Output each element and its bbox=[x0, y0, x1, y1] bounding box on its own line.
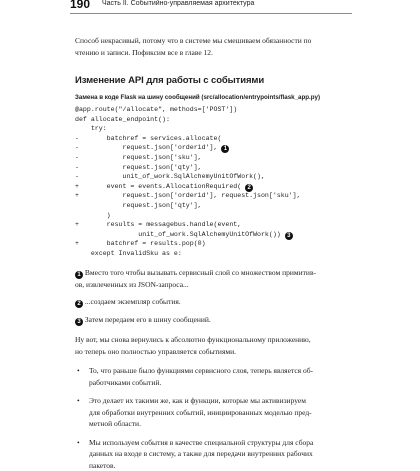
page-number: 190 bbox=[70, 0, 90, 11]
code-listing bbox=[75, 105, 353, 259]
code-line: + batchref = results.pop(0) bbox=[75, 239, 353, 249]
code-line: - request.json['sku'], bbox=[75, 153, 353, 163]
callout-1-icon: 1 bbox=[221, 145, 229, 153]
bullet-list bbox=[75, 365, 353, 471]
code-line: except InvalidSku as e: bbox=[75, 249, 353, 259]
code-line: - batchref = services.allocate( bbox=[75, 134, 353, 144]
code-line: + results = messagebus.handle(event, bbox=[75, 220, 353, 230]
bullet-icon: • bbox=[77, 395, 80, 407]
body-paragraph: Ну вот, мы снова вернулись к абсолютно функциональному приложению, но теперь оно полностью управляется событиями. bbox=[75, 334, 353, 357]
bullet-item: • Это делает их такими же, как и функции, которые мы активизируем для обработки внутренних событий, инициированных моделью пред- метной области. bbox=[75, 395, 353, 430]
running-header bbox=[70, 0, 352, 14]
intro-paragraph bbox=[75, 35, 353, 58]
page-content bbox=[75, 35, 353, 471]
code-line: request.json['qty'], bbox=[75, 201, 353, 211]
listing-caption: Замена в коде Flask на шину сообщений (src/allocation/entrypoints/flask_app.py) bbox=[75, 94, 353, 101]
callout-2-icon: 2 bbox=[75, 300, 83, 308]
code-line: ) bbox=[75, 211, 353, 221]
code-line: @app.route("/allocate", methods=['POST']) bbox=[75, 105, 353, 115]
code-line: unit_of_work.SqlAlchemyUnitOfWork()) 3 bbox=[75, 230, 353, 240]
intro-line-2: чтению и записи. Пофиксим все в главе 12. bbox=[75, 48, 213, 57]
callout-1-icon: 1 bbox=[75, 271, 83, 279]
bullet-item: • Мы используем события в качестве специальной структуры для сбора данных на входе в систему, а также для передачи внутренних рабочих пакетов. bbox=[75, 437, 353, 471]
callout-note-1: 1 Вместо того чтобы вызывать сервисный слой со множеством примитив- ов, извлеченных из JSON-запроса... bbox=[75, 267, 353, 291]
callout-note-3: 3 Затем передаем его в шину сообщений. bbox=[75, 314, 353, 326]
code-line: def allocate_endpoint(): bbox=[75, 115, 353, 125]
code-line: + request.json['orderid'], request.json['sku'], bbox=[75, 191, 353, 201]
callout-2-icon: 2 bbox=[245, 184, 253, 192]
code-line: try: bbox=[75, 124, 353, 134]
callout-3-icon: 3 bbox=[285, 232, 293, 240]
code-line: - unit_of_work.SqlAlchemyUnitOfWork(), bbox=[75, 172, 353, 182]
bullet-icon: • bbox=[77, 365, 80, 377]
bullet-icon: • bbox=[77, 437, 80, 449]
code-line: - request.json['orderid'], 1 bbox=[75, 143, 353, 153]
running-head-title: Часть II. Событийно-управляемая архитектура bbox=[102, 0, 254, 7]
code-line: - request.json['qty'], bbox=[75, 163, 353, 173]
callout-note-2: 2 ...создаем экземпляр события. bbox=[75, 296, 353, 308]
bullet-item: • То, что раньше было функциями сервисного слоя, теперь является об- работчиками событий. bbox=[75, 365, 353, 388]
callout-3-icon: 3 bbox=[75, 318, 83, 326]
section-title: Изменение API для работы с событиями bbox=[75, 75, 353, 86]
intro-line-1: Способ некрасивый, потому что в системе мы смешиваем обязанности по bbox=[75, 36, 311, 45]
code-line: + event = events.AllocationRequired( 2 bbox=[75, 182, 353, 192]
